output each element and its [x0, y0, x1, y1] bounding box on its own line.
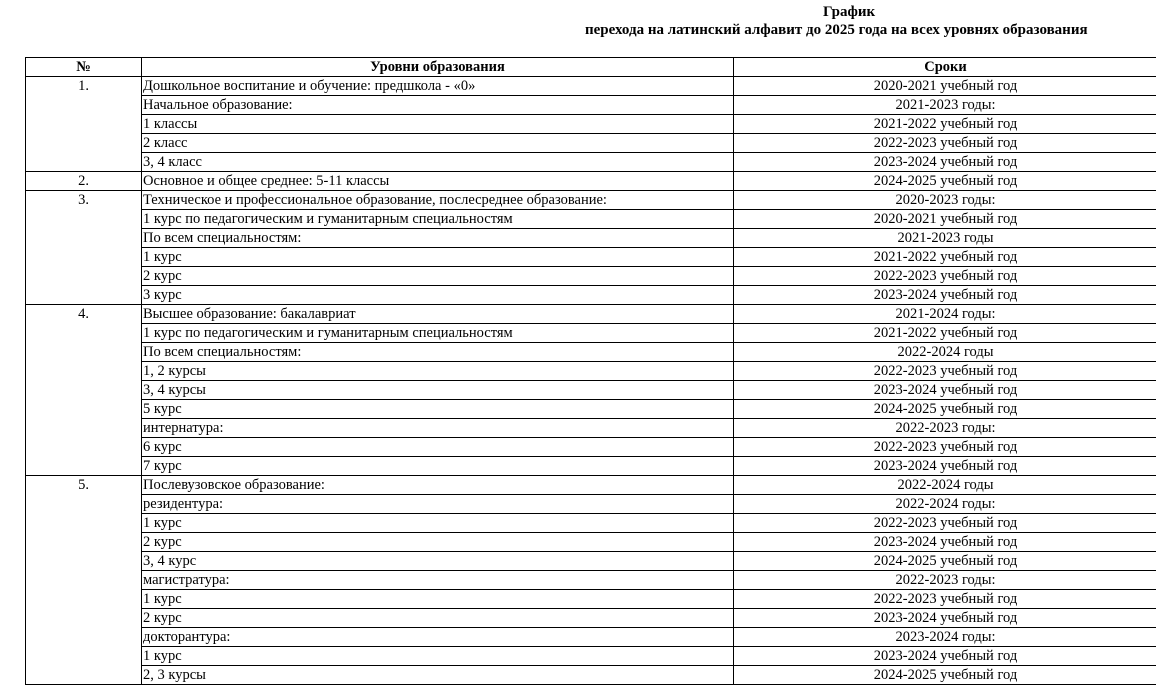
- term-cell: 2024-2025 учебный год: [734, 400, 1156, 419]
- term-cell: 2023-2024 учебный год: [734, 647, 1156, 666]
- education-level-cell: 5 курс: [142, 400, 734, 419]
- term-cell: 2024-2025 учебный год: [734, 172, 1156, 191]
- education-level-cell: 2, 3 курсы: [142, 666, 734, 685]
- term-cell: 2022-2023 годы:: [734, 571, 1156, 590]
- term-cell: 2020-2021 учебный год: [734, 210, 1156, 229]
- table-row: [26, 419, 1156, 438]
- education-level-cell: интернатура:: [142, 419, 734, 438]
- term-cell: 2022-2023 учебный год: [734, 438, 1156, 457]
- education-level-cell: По всем специальностям:: [142, 229, 734, 248]
- table-row: [26, 286, 1156, 305]
- term-cell: 2023-2024 учебный год: [734, 286, 1156, 305]
- education-level-cell: 7 курс: [142, 457, 734, 476]
- education-level-cell: Дошкольное воспитание и обучение: предшкола - «0»: [142, 77, 734, 96]
- row-number: 4.: [26, 305, 142, 476]
- term-cell: 2022-2024 годы: [734, 476, 1156, 495]
- education-level-cell: 1 курс: [142, 647, 734, 666]
- education-level-cell: 2 класс: [142, 134, 734, 153]
- table-row: [26, 647, 1156, 666]
- term-cell: 2021-2022 учебный год: [734, 324, 1156, 343]
- row-number: 2.: [26, 172, 142, 191]
- education-level-cell: 1 курс: [142, 248, 734, 267]
- term-cell: 2021-2022 учебный год: [734, 115, 1156, 134]
- education-level-cell: 2 курс: [142, 267, 734, 286]
- education-level-cell: 3 курс: [142, 286, 734, 305]
- table-row: [26, 172, 1156, 191]
- term-cell: 2022-2024 годы: [734, 343, 1156, 362]
- education-level-cell: 2 курс: [142, 609, 734, 628]
- header-number: №: [26, 58, 142, 77]
- term-cell: 2022-2023 годы:: [734, 419, 1156, 438]
- table-row: [26, 457, 1156, 476]
- table-row: [26, 77, 1156, 96]
- term-cell: 2024-2025 учебный год: [734, 666, 1156, 685]
- education-level-cell: 2 курс: [142, 533, 734, 552]
- education-level-cell: Техническое и профессиональное образование, послесреднее образование:: [142, 191, 734, 210]
- term-cell: 2023-2024 годы:: [734, 628, 1156, 647]
- term-cell: 2022-2023 учебный год: [734, 590, 1156, 609]
- table-row: [26, 400, 1156, 419]
- title-line-1: График: [823, 4, 876, 20]
- row-number: 3.: [26, 191, 142, 305]
- table-row: [26, 495, 1156, 514]
- term-cell: 2020-2023 годы:: [734, 191, 1156, 210]
- education-level-cell: 1 курс: [142, 514, 734, 533]
- term-cell: 2020-2021 учебный год: [734, 77, 1156, 96]
- education-level-cell: 3, 4 класс: [142, 153, 734, 172]
- education-level-cell: 3, 4 курсы: [142, 381, 734, 400]
- education-level-cell: По всем специальностям:: [142, 343, 734, 362]
- table-row: [26, 609, 1156, 628]
- term-cell: 2023-2024 учебный год: [734, 609, 1156, 628]
- table-row: [26, 514, 1156, 533]
- term-cell: 2022-2023 учебный год: [734, 267, 1156, 286]
- table-row: [26, 476, 1156, 495]
- table-body: [26, 77, 1156, 685]
- education-level-cell: 6 курс: [142, 438, 734, 457]
- table-row: [26, 533, 1156, 552]
- education-level-cell: 1 курс: [142, 590, 734, 609]
- term-cell: 2022-2023 учебный год: [734, 362, 1156, 381]
- education-level-cell: Послевузовское образование:: [142, 476, 734, 495]
- row-number: 5.: [26, 476, 142, 685]
- table-header-row: [26, 58, 1156, 77]
- table-row: [26, 115, 1156, 134]
- table-row: [26, 628, 1156, 647]
- term-cell: 2021-2024 годы:: [734, 305, 1156, 324]
- header-level: Уровни образования: [142, 58, 734, 77]
- education-level-cell: резидентура:: [142, 495, 734, 514]
- education-level-cell: Основное и общее среднее: 5-11 классы: [142, 172, 734, 191]
- table-row: [26, 571, 1156, 590]
- title-line-2: перехода на латинский алфавит до 2025 года на всех уровнях образования: [585, 22, 1088, 38]
- education-level-cell: докторантура:: [142, 628, 734, 647]
- table-row: [26, 153, 1156, 172]
- education-level-cell: 1 курс по педагогическим и гуманитарным специальностям: [142, 324, 734, 343]
- term-cell: 2023-2024 учебный год: [734, 153, 1156, 172]
- term-cell: 2021-2023 годы:: [734, 96, 1156, 115]
- education-level-cell: 1, 2 курсы: [142, 362, 734, 381]
- education-level-cell: Начальное образование:: [142, 96, 734, 115]
- table-row: [26, 134, 1156, 153]
- table-row: [26, 381, 1156, 400]
- term-cell: 2024-2025 учебный год: [734, 552, 1156, 571]
- education-level-cell: 1 курс по педагогическим и гуманитарным специальностям: [142, 210, 734, 229]
- table-row: [26, 229, 1156, 248]
- table-row: [26, 305, 1156, 324]
- education-level-cell: магистратура:: [142, 571, 734, 590]
- term-cell: 2022-2023 учебный год: [734, 514, 1156, 533]
- term-cell: 2021-2022 учебный год: [734, 248, 1156, 267]
- table-row: [26, 552, 1156, 571]
- table-row: [26, 210, 1156, 229]
- table-row: [26, 590, 1156, 609]
- education-level-cell: Высшее образование: бакалавриат: [142, 305, 734, 324]
- term-cell: 2023-2024 учебный год: [734, 457, 1156, 476]
- table-row: [26, 324, 1156, 343]
- table-row: [26, 96, 1156, 115]
- term-cell: 2022-2024 годы:: [734, 495, 1156, 514]
- term-cell: 2022-2023 учебный год: [734, 134, 1156, 153]
- table-row: [26, 267, 1156, 286]
- table-row: [26, 666, 1156, 685]
- education-level-cell: 3, 4 курс: [142, 552, 734, 571]
- row-number: 1.: [26, 77, 142, 172]
- table-row: [26, 343, 1156, 362]
- term-cell: 2023-2024 учебный год: [734, 533, 1156, 552]
- schedule-table: [25, 57, 1156, 685]
- term-cell: 2021-2023 годы: [734, 229, 1156, 248]
- table-row: [26, 248, 1156, 267]
- header-term: Сроки: [734, 58, 1156, 77]
- table-row: [26, 362, 1156, 381]
- table-row: [26, 438, 1156, 457]
- term-cell: 2023-2024 учебный год: [734, 381, 1156, 400]
- education-level-cell: 1 классы: [142, 115, 734, 134]
- table-row: [26, 191, 1156, 210]
